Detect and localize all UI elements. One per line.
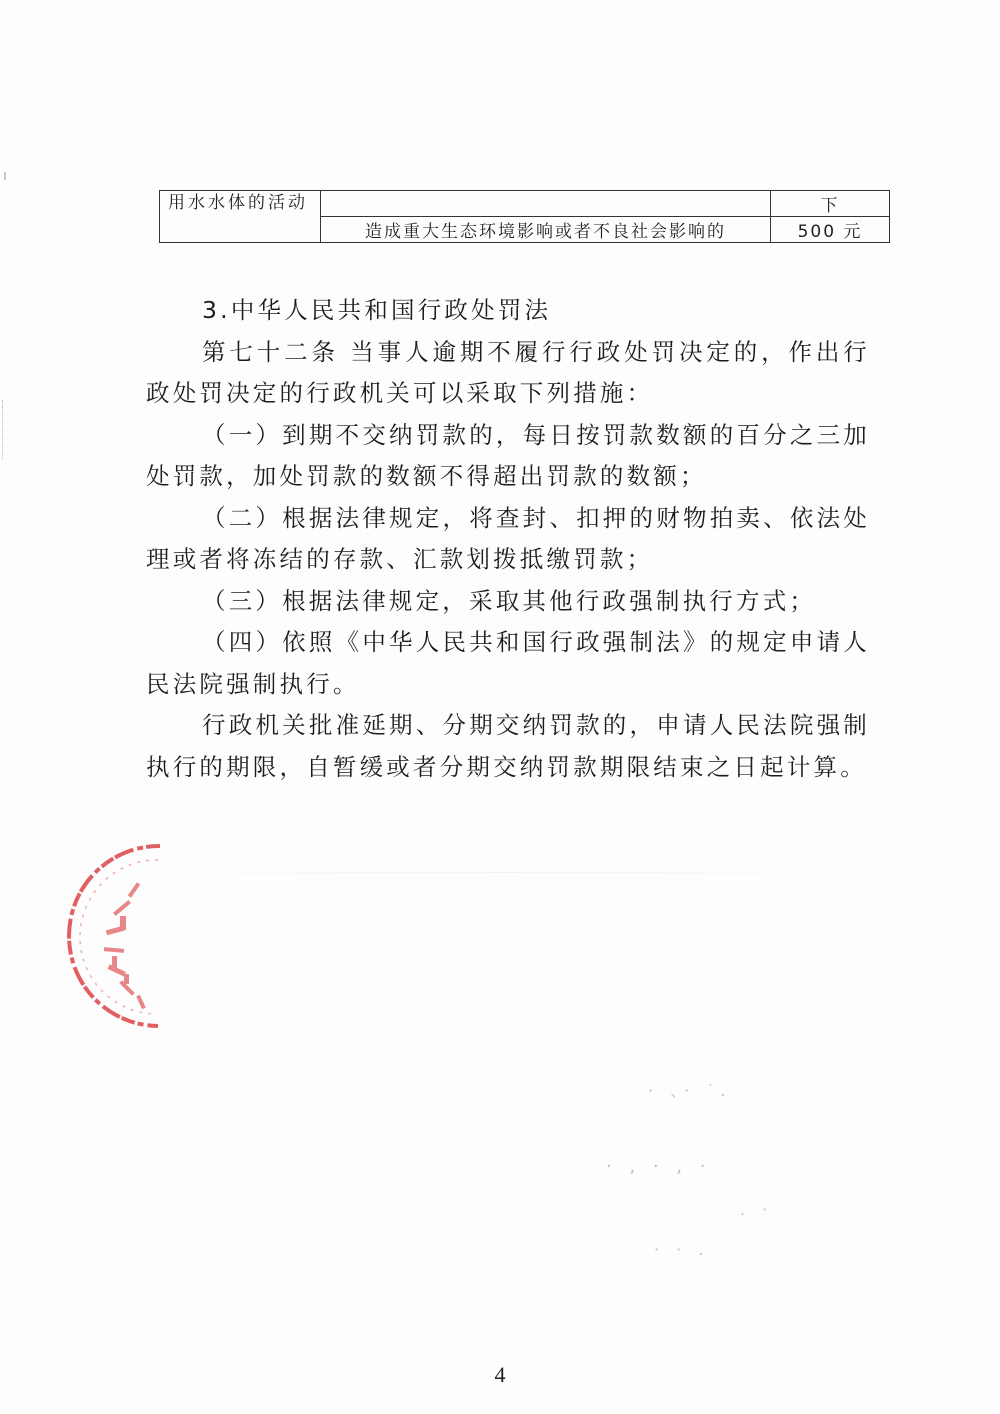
official-seal-stamp — [40, 836, 240, 1036]
faded-signature-mark: · , · , · — [606, 1156, 712, 1177]
faded-signature-mark: . · — [740, 1200, 774, 1219]
clause-paragraph: （三）根据法律规定，采取其他行政强制执行方式； — [202, 586, 817, 615]
faded-signature-mark: · 、· ˙. — [648, 1081, 732, 1100]
condition-cell: 造成重大生态环境影响或者不良社会影响的 — [321, 217, 771, 243]
activity-cell: 用水水体的活动 — [160, 191, 321, 243]
clause-paragraph: （二）根据法律规定，将查封、扣押的财物拍卖、依法处理或者将冻结的存款、汇款划拨抵缴罚款； — [146, 503, 870, 573]
law-text — [146, 290, 870, 788]
amount-cell: 500 元 — [771, 217, 890, 243]
penalty-table-fragment — [159, 190, 890, 243]
scan-artifact — [2, 400, 6, 460]
article-paragraph: 第七十二条 当事人逾期不履行行政处罚决定的，作出行政处罚决定的行政机关可以采取下列措施： — [146, 337, 870, 407]
law-heading: 3.中华人民共和国行政处罚法 — [202, 296, 552, 324]
scan-artifact — [4, 172, 6, 180]
condition-cell — [321, 191, 771, 217]
table-row — [160, 191, 890, 217]
clause-paragraph: （一）到期不交纳罚款的，每日按罚款数额的百分之三加处罚款，加处罚款的数额不得超出罚款的数额； — [146, 420, 870, 490]
faded-signature-mark: · · . — [654, 1240, 710, 1259]
closing-paragraph: 行政机关批准延期、分期交纳罚款的，申请人民法院强制执行的期限，自暂缓或者分期交纳罚款期限结束之日起计算。 — [146, 711, 870, 781]
page-number: 4 — [494, 1362, 506, 1387]
amount-cell: 下 — [771, 191, 890, 217]
clause-paragraph: （四）依照《中华人民共和国行政强制法》的规定申请人民法院强制执行。 — [146, 628, 870, 698]
